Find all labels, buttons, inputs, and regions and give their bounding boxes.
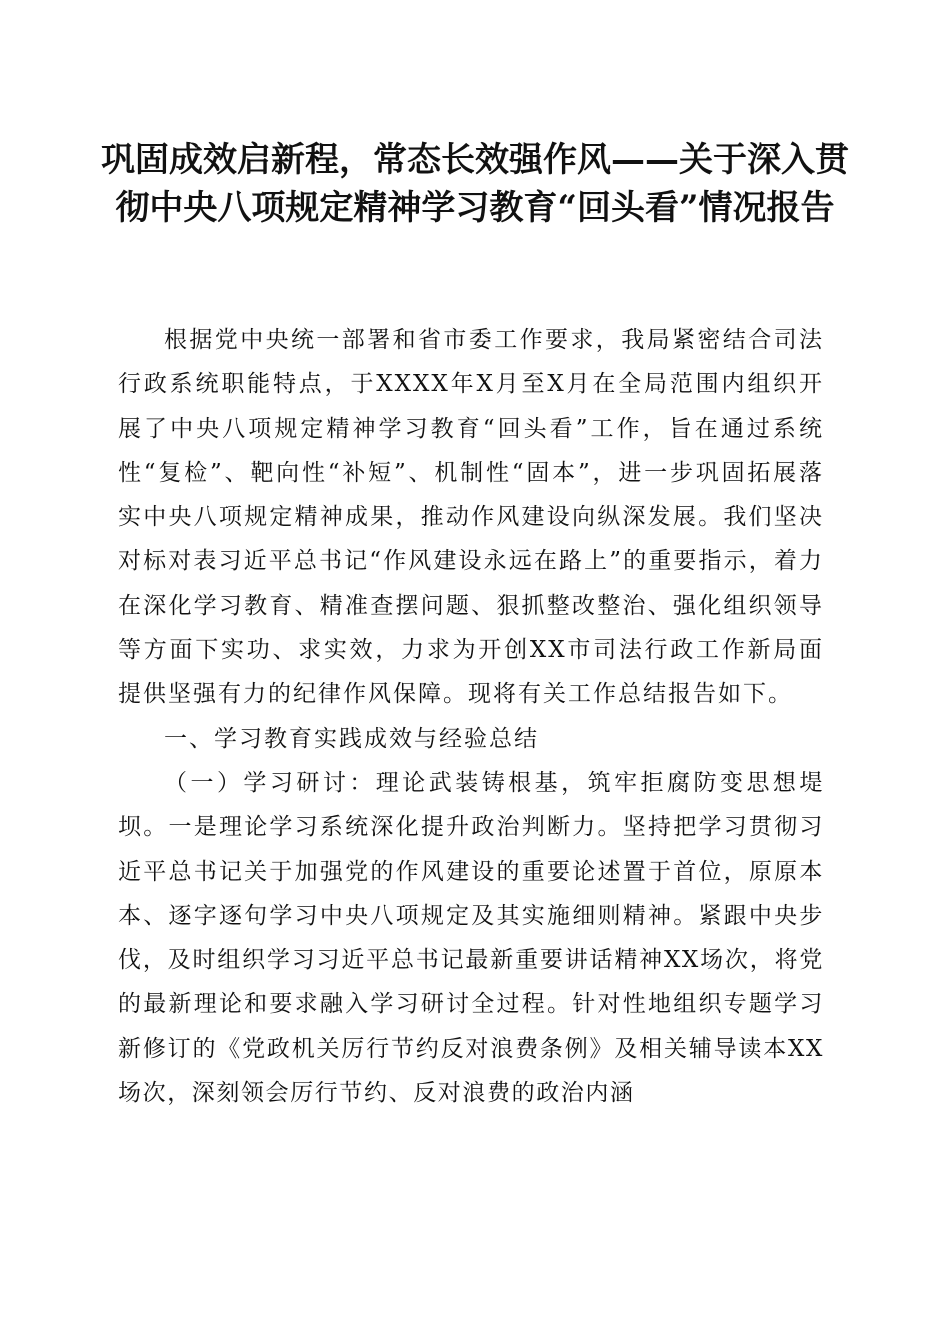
document-body (118, 318, 824, 1115)
intro-paragraph: 根据党中央统一部署和省市委工作要求，我局紧密结合司法行政系统职能特点，于XXXX年X月至X月在全局范围内组织开展了中央八项规定精神学习教育“回头看”工作，旨在通过系统性“复检”、靶向性“补短”、机制性“固本”，进一步巩固拓展落实中央八项规定精神成果，推动作风建设向纵深发展。我们坚决对标对表习近平总书记“作风建设永远在路上”的重要指示，着力在深化学习教育、精准查摆问题、狠抓整改整治、强化组织领导等方面下实功、求实效，力求为开创XX市司法行政工作新局面提供坚强有力的纪律作风保障。现将有关工作总结报告如下。 (118, 327, 824, 708)
subsection-lead: （一）学习研讨：理论武装铸根基，筑牢拒腐防变思想堤坝。 (118, 769, 824, 841)
document-title: 巩固成效启新程，常态长效强作风——关于深入贯彻中央八项规定精神学习教育“回头看”情况报告 (101, 140, 849, 228)
subsection-paragraph (118, 761, 824, 1115)
section-heading: 一、学习教育实践成效与经验总结 (164, 725, 539, 752)
subsection-body: 一是理论学习系统深化提升政治判断力。坚持把学习贯彻习近平总书记关于加强党的作风建设的重要论述置于首位，原原本本、逐字逐句学习中央八项规定及其实施细则精神。紧跟中央步伐，及时组织学习习近平总书记最新重要讲话精神XX场次，将党的最新理论和要求融入学习研讨全过程。针对性地组织专题学习新修订的《党政机关厉行节约反对浪费条例》及相关辅导读本XX场次，深刻领会厉行节约、反对浪费的政治内涵 (118, 814, 824, 1107)
